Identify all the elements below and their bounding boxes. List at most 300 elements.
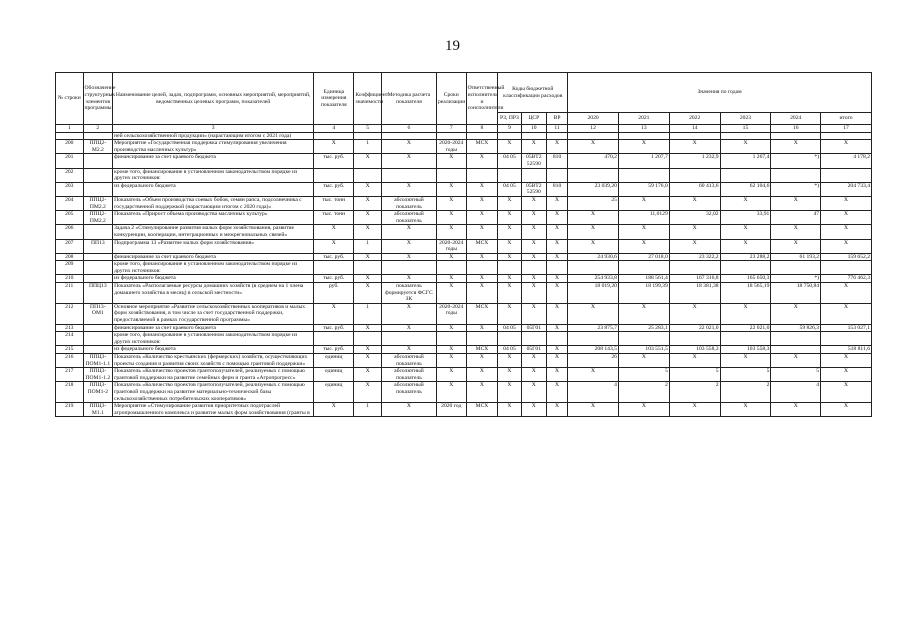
designation-cell: ПП13-ОМ1 bbox=[83, 303, 113, 324]
value-total: 153 027,1 bbox=[821, 324, 872, 332]
executor-cell bbox=[466, 261, 498, 275]
row-name: Показатель «Объем производства соевых бобов, семян рапса, подсолнечника с государственной поддержкой (нарастающим итогом с 2020 года)» bbox=[113, 196, 314, 210]
value-2020: X bbox=[568, 368, 619, 382]
value-total: X bbox=[821, 225, 872, 239]
coef-cell: X bbox=[354, 225, 382, 239]
column-index-cell: 17 bbox=[821, 125, 872, 133]
rz-cell bbox=[498, 332, 521, 346]
value-2023: 165 650,3 bbox=[720, 275, 771, 283]
rz-cell: X bbox=[498, 239, 521, 253]
method-cell: абсолютный показатель bbox=[381, 354, 436, 368]
value-2022: 32,02 bbox=[669, 211, 720, 225]
row-number bbox=[56, 132, 84, 140]
header-coef: Коэффициент значимости bbox=[354, 73, 382, 125]
column-index-cell: 8 bbox=[466, 125, 498, 133]
column-index-cell: 10 bbox=[521, 125, 546, 133]
value-total: X bbox=[821, 211, 872, 225]
value-2021 bbox=[618, 332, 669, 346]
terms-cell bbox=[436, 261, 466, 275]
value-total: X bbox=[821, 140, 872, 154]
column-index-cell: 3 bbox=[113, 125, 314, 133]
value-total: X bbox=[821, 283, 872, 304]
value-2022: 1 232,9 bbox=[669, 154, 720, 168]
coef-cell: X bbox=[354, 182, 382, 196]
value-2023: 23 288,2 bbox=[720, 253, 771, 261]
table-row bbox=[56, 225, 872, 239]
value-2020: X bbox=[568, 239, 619, 253]
value-2024 bbox=[771, 261, 821, 275]
csr-cell: X bbox=[521, 196, 546, 210]
column-index-cell: 15 bbox=[720, 125, 771, 133]
executor-cell: X bbox=[466, 354, 498, 368]
value-2024: *) bbox=[771, 154, 821, 168]
method-cell: показатель формируется ФСГС ЗК bbox=[381, 283, 436, 304]
row-number: 215 bbox=[56, 346, 84, 354]
column-index-cell: 7 bbox=[436, 125, 466, 133]
column-index-cell: 2 bbox=[83, 125, 113, 133]
value-2023: 1 267,4 bbox=[720, 154, 771, 168]
designation-cell bbox=[83, 182, 113, 196]
vr-cell: X bbox=[546, 275, 567, 283]
value-2021: 103 551,5 bbox=[618, 346, 669, 354]
rz-cell: X bbox=[498, 403, 521, 417]
row-name: Основное мероприятие «Развитие сельскохозяйственных кооперативов и малых форм хозяйствования, в том числе за счет государственной поддержки, предоставляемой в рамках государственной программы» bbox=[113, 303, 314, 324]
rz-cell: X bbox=[498, 196, 521, 210]
table-row bbox=[56, 140, 872, 154]
value-2023: 22 021,0 bbox=[720, 324, 771, 332]
rz-cell: 04 05 bbox=[498, 154, 521, 168]
header-terms: Сроки реализации bbox=[436, 73, 466, 125]
value-2024: 18 750,84 bbox=[771, 283, 821, 304]
vr-cell: X bbox=[546, 225, 567, 239]
coef-cell: X bbox=[354, 283, 382, 304]
value-total: X bbox=[821, 368, 872, 382]
value-2021: 59 176,0 bbox=[618, 182, 669, 196]
method-cell: X bbox=[381, 140, 436, 154]
value-2020: X bbox=[568, 140, 619, 154]
rz-cell: X bbox=[498, 253, 521, 261]
row-number: 201 bbox=[56, 154, 84, 168]
method-cell: X bbox=[381, 275, 436, 283]
coef-cell: X bbox=[354, 275, 382, 283]
value-2022: X bbox=[669, 140, 720, 154]
rz-cell: X bbox=[498, 211, 521, 225]
column-index-cell: 14 bbox=[669, 125, 720, 133]
csr-cell: X bbox=[521, 253, 546, 261]
column-index-cell: 5 bbox=[354, 125, 382, 133]
column-index-cell: 16 bbox=[771, 125, 821, 133]
value-2020 bbox=[568, 132, 619, 140]
value-total: X bbox=[821, 239, 872, 253]
value-2023 bbox=[720, 132, 771, 140]
table-row bbox=[56, 196, 872, 210]
executor-cell: МСХ bbox=[466, 239, 498, 253]
value-2021: 5 bbox=[618, 368, 669, 382]
column-index-cell: 9 bbox=[498, 125, 521, 133]
csr-cell: 05Г01 bbox=[521, 346, 546, 354]
designation-cell: ППЦ3-ПОМ1-1.1 bbox=[83, 354, 113, 368]
vr-cell: X bbox=[546, 382, 567, 403]
header-2023: 2023 bbox=[720, 113, 771, 125]
value-2022: X bbox=[669, 303, 720, 324]
terms-cell: X bbox=[436, 253, 466, 261]
executor-cell bbox=[466, 132, 498, 140]
table-row bbox=[56, 354, 872, 368]
header-budget-codes: Коды бюджетной классификации расходов bbox=[498, 73, 568, 113]
value-2021: X bbox=[618, 196, 669, 210]
terms-cell bbox=[436, 168, 466, 182]
value-2022: 60 413,6 bbox=[669, 182, 720, 196]
value-2020: X bbox=[568, 303, 619, 324]
value-2024: 4 bbox=[771, 382, 821, 403]
table-row bbox=[56, 253, 872, 261]
value-2024: X bbox=[771, 196, 821, 210]
value-total: X bbox=[821, 354, 872, 368]
row-number: 217 bbox=[56, 368, 84, 382]
value-2020: 208 143,5 bbox=[568, 346, 619, 354]
executor-cell bbox=[466, 332, 498, 346]
rz-cell: X bbox=[498, 225, 521, 239]
coef-cell: 1 bbox=[354, 239, 382, 253]
row-name: Задача 2 «Стимулирование развития малых форм хозяйствования, развитие конкуренции, кооперации, интеграционных и межрегиональных связей» bbox=[113, 225, 314, 239]
row-name: Показатель «Располагаемые ресурсы домашних хозяйств (в среднем на 1 члена домашнего хозяйства в месяц) в сельской местности» bbox=[113, 283, 314, 304]
executor-cell: X bbox=[466, 275, 498, 283]
value-2022: 167 316,8 bbox=[669, 275, 720, 283]
designation-cell bbox=[83, 225, 113, 239]
header-method: Методика расчета показателя bbox=[381, 73, 436, 125]
designation-cell bbox=[83, 253, 113, 261]
executor-cell: X bbox=[466, 182, 498, 196]
csr-cell: X bbox=[521, 239, 546, 253]
coef-cell: X bbox=[354, 154, 382, 168]
method-cell: X bbox=[381, 225, 436, 239]
table-row bbox=[56, 275, 872, 283]
csr-cell: X bbox=[521, 275, 546, 283]
row-name: Показатель «Прирост объема производства масличных культур» bbox=[113, 211, 314, 225]
designation-cell: ППЦ2-ПМ2.2 bbox=[83, 196, 113, 210]
value-2020: X bbox=[568, 211, 619, 225]
terms-cell bbox=[436, 332, 466, 346]
unit-cell: единиц bbox=[314, 354, 354, 368]
rz-cell: X bbox=[498, 140, 521, 154]
row-number: 204 bbox=[56, 196, 84, 210]
value-2024 bbox=[771, 132, 821, 140]
value-2021: 11,0129 bbox=[618, 211, 669, 225]
terms-cell: 2020 год bbox=[436, 403, 466, 417]
table-row bbox=[56, 154, 872, 168]
unit-cell: тыс. руб. bbox=[314, 346, 354, 354]
row-name: Показатель «Количество проектов грантополучателей, реализуемых с помощью грантовой поддержки на развитие семейных ферм и гранта «Агропрогресс» bbox=[113, 368, 314, 382]
unit-cell: единиц bbox=[314, 382, 354, 403]
value-2023: X bbox=[720, 403, 771, 417]
value-2023: 33,91 bbox=[720, 211, 771, 225]
rz-cell: X bbox=[498, 275, 521, 283]
value-2020: 470,2 bbox=[568, 154, 619, 168]
value-2024: 61 193,2 bbox=[771, 253, 821, 261]
table-row bbox=[56, 346, 872, 354]
value-2020 bbox=[568, 168, 619, 182]
page-number: 19 bbox=[445, 38, 460, 54]
table-row bbox=[56, 182, 872, 196]
header-2022: 2022 bbox=[669, 113, 720, 125]
row-name: ней сельскохозяйственной продукции» (нарастающим итогом с 2021 года) bbox=[113, 132, 314, 140]
value-2021: 188 561,4 bbox=[618, 275, 669, 283]
value-2021: X bbox=[618, 403, 669, 417]
executor-cell: МСХ bbox=[466, 303, 498, 324]
value-total: 204 733,4 bbox=[821, 182, 872, 196]
method-cell bbox=[381, 261, 436, 275]
value-2024: 5 bbox=[771, 368, 821, 382]
coef-cell: X bbox=[354, 346, 382, 354]
table-row bbox=[56, 283, 872, 304]
row-name: Показатель «Количество крестьянских (фермерских) хозяйств, осуществляющих проекты создания и развития своих хозяйств с помощью грантовой поддержки» bbox=[113, 354, 314, 368]
column-index-row bbox=[56, 125, 872, 133]
designation-cell bbox=[83, 154, 113, 168]
column-index-cell: 6 bbox=[381, 125, 436, 133]
vr-cell: X bbox=[546, 196, 567, 210]
unit-cell bbox=[314, 168, 354, 182]
row-name: из федерального бюджета bbox=[113, 275, 314, 283]
header-2021: 2021 bbox=[618, 113, 669, 125]
row-number: 209 bbox=[56, 261, 84, 275]
value-2024: X bbox=[771, 403, 821, 417]
executor-cell: X bbox=[466, 368, 498, 382]
csr-cell: X bbox=[521, 283, 546, 304]
value-2023: X bbox=[720, 225, 771, 239]
value-2020: 24 930,6 bbox=[568, 253, 619, 261]
table-row bbox=[56, 403, 872, 417]
method-cell: абсолютный показатель bbox=[381, 211, 436, 225]
executor-cell bbox=[466, 168, 498, 182]
executor-cell: X bbox=[466, 253, 498, 261]
row-number: 216 bbox=[56, 354, 84, 368]
vr-cell: X bbox=[546, 283, 567, 304]
executor-cell: МСХ bbox=[466, 140, 498, 154]
method-cell: X bbox=[381, 182, 436, 196]
row-number: 208 bbox=[56, 253, 84, 261]
terms-cell: X bbox=[436, 324, 466, 332]
csr-cell: X bbox=[521, 225, 546, 239]
value-total: X bbox=[821, 196, 872, 210]
value-2021 bbox=[618, 132, 669, 140]
csr-cell: 05Г01 bbox=[521, 324, 546, 332]
value-total: 4 178,2 bbox=[821, 154, 872, 168]
csr-cell: 05ВТ2 52590 bbox=[521, 154, 546, 168]
value-2021: X bbox=[618, 303, 669, 324]
coef-cell: X bbox=[354, 196, 382, 210]
csr-cell: X bbox=[521, 403, 546, 417]
value-2022: X bbox=[669, 196, 720, 210]
vr-cell: X bbox=[546, 346, 567, 354]
terms-cell: X bbox=[436, 154, 466, 168]
designation-cell: ПП13 bbox=[83, 239, 113, 253]
value-2023: 18 565,19 bbox=[720, 283, 771, 304]
method-cell: X bbox=[381, 253, 436, 261]
value-2022: 22 021,0 bbox=[669, 324, 720, 332]
value-2023: X bbox=[720, 239, 771, 253]
method-cell: X bbox=[381, 303, 436, 324]
unit-cell: тыс. руб. bbox=[314, 182, 354, 196]
value-2024: *) bbox=[771, 275, 821, 283]
header-rz: РЗ, ПРЗ bbox=[498, 113, 521, 125]
designation-cell bbox=[83, 132, 113, 140]
unit-cell bbox=[314, 332, 354, 346]
executor-cell: МСХ bbox=[466, 403, 498, 417]
vr-cell bbox=[546, 168, 567, 182]
csr-cell: X bbox=[521, 140, 546, 154]
value-2020: 23 039,20 bbox=[568, 182, 619, 196]
vr-cell bbox=[546, 261, 567, 275]
method-cell: X bbox=[381, 324, 436, 332]
designation-cell: ППЦ3-ПОМ1-1.2 bbox=[83, 368, 113, 382]
value-total: X bbox=[821, 303, 872, 324]
header-vr: ВР bbox=[546, 113, 567, 125]
row-number: 200 bbox=[56, 140, 84, 154]
row-number: 203 bbox=[56, 182, 84, 196]
vr-cell bbox=[546, 132, 567, 140]
coef-cell: X bbox=[354, 382, 382, 403]
executor-cell: X bbox=[466, 154, 498, 168]
value-2021: 25 283,1 bbox=[618, 324, 669, 332]
unit-cell bbox=[314, 132, 354, 140]
value-2023: X bbox=[720, 140, 771, 154]
row-number: 213 bbox=[56, 324, 84, 332]
coef-cell: 1 bbox=[354, 403, 382, 417]
unit-cell: тыс. руб. bbox=[314, 154, 354, 168]
designation-cell: ППЦ13 bbox=[83, 283, 113, 304]
value-2024: *) bbox=[771, 182, 821, 196]
vr-cell: X bbox=[546, 239, 567, 253]
unit-cell: X bbox=[314, 140, 354, 154]
value-2023 bbox=[720, 168, 771, 182]
method-cell bbox=[381, 132, 436, 140]
designation-cell: ППЦ3-ПОМ1-2 bbox=[83, 382, 113, 403]
unit-cell: X bbox=[314, 403, 354, 417]
method-cell: X bbox=[381, 346, 436, 354]
value-2022: X bbox=[669, 354, 720, 368]
value-2022: X bbox=[669, 225, 720, 239]
unit-cell: единиц bbox=[314, 368, 354, 382]
terms-cell: 2020-2024 годы bbox=[436, 303, 466, 324]
value-2024: X bbox=[771, 225, 821, 239]
value-2024 bbox=[771, 332, 821, 346]
program-table bbox=[55, 72, 872, 417]
value-2024: X bbox=[771, 239, 821, 253]
table-row bbox=[56, 239, 872, 253]
value-2021: X bbox=[618, 140, 669, 154]
row-name: кроме того, финансирование в установленном законодательством порядке из других источников: bbox=[113, 168, 314, 182]
value-2023: X bbox=[720, 196, 771, 210]
value-total bbox=[821, 168, 872, 182]
vr-cell bbox=[546, 332, 567, 346]
terms-cell: X bbox=[436, 368, 466, 382]
executor-cell: X bbox=[466, 382, 498, 403]
row-name: финансирование за счет краевого бюджета bbox=[113, 253, 314, 261]
csr-cell bbox=[521, 168, 546, 182]
value-2020: 23 875,7 bbox=[568, 324, 619, 332]
method-cell: абсолютный показатель bbox=[381, 382, 436, 403]
rz-cell bbox=[498, 261, 521, 275]
value-2024: 47 bbox=[771, 211, 821, 225]
rz-cell bbox=[498, 168, 521, 182]
csr-cell bbox=[521, 132, 546, 140]
row-number: 219 bbox=[56, 403, 84, 417]
row-name: Мероприятие «Стимулирование развития приоритетных подотраслей агропромышленного комплекса и развитие малых форм хозяйствования (гранты в bbox=[113, 403, 314, 417]
method-cell bbox=[381, 332, 436, 346]
vr-cell: X bbox=[546, 303, 567, 324]
value-2020 bbox=[568, 332, 619, 346]
executor-cell: X bbox=[466, 283, 498, 304]
value-2020: 18 019,20 bbox=[568, 283, 619, 304]
value-2021 bbox=[618, 261, 669, 275]
designation-cell: ППЦ2-ПМ2.2 bbox=[83, 211, 113, 225]
value-2021: X bbox=[618, 354, 669, 368]
method-cell: X bbox=[381, 154, 436, 168]
unit-cell: X bbox=[314, 225, 354, 239]
value-total: 159 652,2 bbox=[821, 253, 872, 261]
row-number: 211 bbox=[56, 283, 84, 304]
coef-cell bbox=[354, 132, 382, 140]
terms-cell: X bbox=[436, 346, 466, 354]
coef-cell: X bbox=[354, 354, 382, 368]
value-2022: 2 bbox=[669, 382, 720, 403]
value-total bbox=[821, 332, 872, 346]
terms-cell bbox=[436, 132, 466, 140]
rz-cell: X bbox=[498, 354, 521, 368]
value-2022: X bbox=[669, 403, 720, 417]
value-2022: X bbox=[669, 239, 720, 253]
designation-cell: ППЦ2-М2.2 bbox=[83, 140, 113, 154]
value-2023 bbox=[720, 261, 771, 275]
row-name: Показатель «Количество проектов грантополучателей, реализуемых с помощью грантовой поддержки на развитие материально-технической базы сельскохозяйственных потребительских кооперативов» bbox=[113, 382, 314, 403]
terms-cell: X bbox=[436, 182, 466, 196]
coef-cell: X bbox=[354, 368, 382, 382]
header-name: Наименование целей, задач, подпрограмм, основных мероприятий, мероприятий, ведомственных целевых программ, показателей bbox=[113, 73, 314, 125]
unit-cell: X bbox=[314, 239, 354, 253]
value-2022 bbox=[669, 132, 720, 140]
row-number: 205 bbox=[56, 211, 84, 225]
value-2024 bbox=[771, 168, 821, 182]
column-index-cell: 13 bbox=[618, 125, 669, 133]
rz-cell: 04 05 bbox=[498, 346, 521, 354]
value-total bbox=[821, 132, 872, 140]
value-2021: X bbox=[618, 225, 669, 239]
designation-cell bbox=[83, 275, 113, 283]
row-number: 218 bbox=[56, 382, 84, 403]
header-total: итого bbox=[821, 113, 872, 125]
table-row bbox=[56, 382, 872, 403]
coef-cell: 1 bbox=[354, 140, 382, 154]
vr-cell: 810 bbox=[546, 154, 567, 168]
header-2024: 2024 bbox=[771, 113, 821, 125]
method-cell: X bbox=[381, 239, 436, 253]
row-number: 206 bbox=[56, 225, 84, 239]
rz-cell: X bbox=[498, 283, 521, 304]
vr-cell: 810 bbox=[546, 182, 567, 196]
csr-cell: X bbox=[521, 211, 546, 225]
column-index-cell: 1 bbox=[56, 125, 84, 133]
terms-cell: X bbox=[436, 283, 466, 304]
row-number: 207 bbox=[56, 239, 84, 253]
coef-cell: X bbox=[354, 324, 382, 332]
header-2020: 2020 bbox=[568, 113, 619, 125]
value-2024: 59 826,3 bbox=[771, 324, 821, 332]
executor-cell: X bbox=[466, 225, 498, 239]
executor-cell: X bbox=[466, 324, 498, 332]
terms-cell: X bbox=[436, 211, 466, 225]
csr-cell: X bbox=[521, 382, 546, 403]
row-name: Подпрограмма 13 «Развитие малых форм хозяйствования» bbox=[113, 239, 314, 253]
